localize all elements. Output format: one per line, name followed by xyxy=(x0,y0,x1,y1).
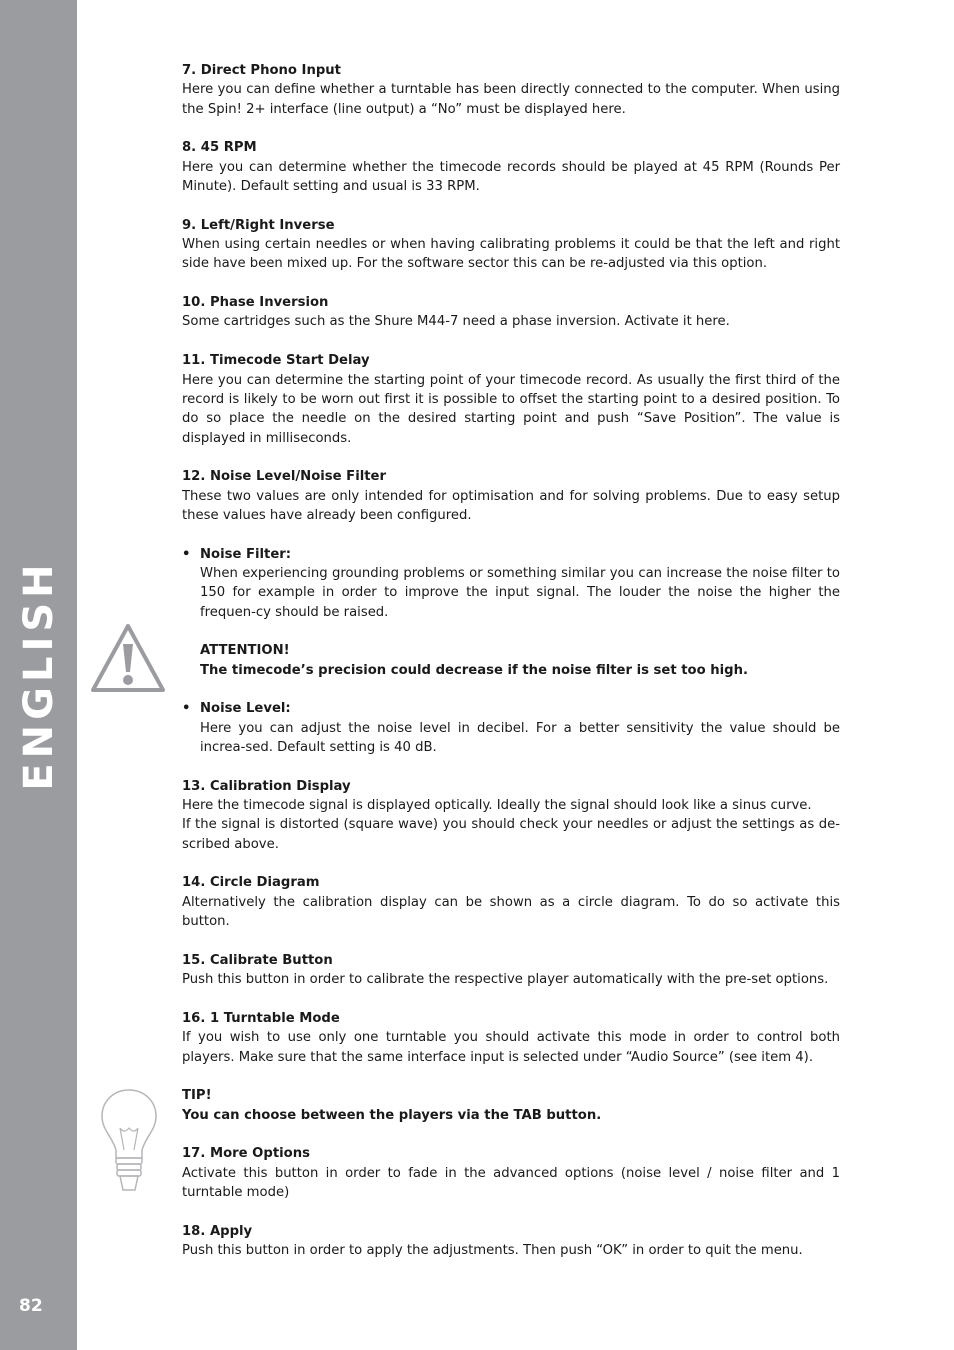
bullet-title: Noise Level: xyxy=(200,701,291,717)
section-phase-inversion xyxy=(182,293,840,332)
section-body: Here you can define whether a turntable has been directly connected to the computer. When using the Spin! 2+ interface (line output) a “No” must be displayed here. xyxy=(182,82,840,117)
tip-note xyxy=(182,1086,840,1125)
section-heading: 15. Calibrate Button xyxy=(182,952,333,968)
section-body: Alternatively the calibration display can be shown as a circle diagram. To do so activate this button. xyxy=(182,894,840,930)
attention-title: ATTENTION! xyxy=(200,643,290,659)
section-heading: 10. Phase Inversion xyxy=(182,295,329,311)
section-more-options xyxy=(182,1144,840,1202)
main-content xyxy=(182,61,840,1280)
bullet-body: When experiencing grounding problems or something similar you can increase the noise filter to 150 for example in order to improve the input signal. The louder the noise the higher the frequen-cy should be raised. xyxy=(200,565,840,620)
section-timecode-start-delay xyxy=(182,351,840,448)
section-noise-level-filter xyxy=(182,467,840,525)
section-body: Here you can determine whether the timecode records should be played at 45 RPM (Rounds Per Minute). Default setting and usual is 33 RPM. xyxy=(182,159,840,195)
page-number: 82 xyxy=(19,1296,43,1316)
section-calibrate-button xyxy=(182,951,840,990)
section-heading: 14. Circle Diagram xyxy=(182,875,320,891)
section-heading: 16. 1 Turntable Mode xyxy=(182,1010,340,1026)
bullet-noise-level xyxy=(182,699,840,757)
section-body: If you wish to use only one turntable you should activate this mode in order to control both players. Make sure that the same interface input is selected under “Audio Source” (see item 4). xyxy=(182,1030,840,1065)
section-body: Some cartridges such as the Shure M44-7 need a phase inversion. Activate it here. xyxy=(182,314,730,330)
section-body: Activate this button in order to fade in the advanced options (noise level / noise filter and 1 turntable mode) xyxy=(182,1165,840,1200)
tip-title: TIP! xyxy=(182,1088,212,1104)
section-body: These two values are only intended for optimisation and for solving problems. Due to easy setup these values have already been configured. xyxy=(182,488,840,523)
attention-body: The timecode’s precision could decrease if the noise filter is set too high. xyxy=(200,662,749,678)
section-heading: 17. More Options xyxy=(182,1146,310,1162)
section-body: Here you can determine the starting point of your timecode record. As usually the first third of the record is likely to be worn out first it is possible to offset the starting point to a desired position. To do so place the needle on the desired starting point and push “Save Position”. The value is displayed in milliseconds. xyxy=(182,372,840,446)
language-label: ENGLISH xyxy=(16,559,62,791)
section-45-rpm xyxy=(182,138,840,196)
bullet-body: Here you can adjust the noise level in decibel. For a better sensitivity the value should be increa-sed. Default setting is 40 dB. xyxy=(200,720,840,756)
section-heading: 13. Calibration Display xyxy=(182,778,351,794)
section-apply xyxy=(182,1222,840,1261)
section-body: Push this button in order to apply the adjustments. Then push “OK” in order to quit the menu. xyxy=(182,1242,803,1258)
bullet-title: Noise Filter: xyxy=(200,546,292,562)
section-1-turntable-mode xyxy=(182,1009,840,1067)
section-body: If the signal is distorted (square wave) you should check your needles or adjust the settings as de-scribed above. xyxy=(182,817,840,852)
section-left-right-inverse xyxy=(182,216,840,274)
section-body: Here the timecode signal is displayed optically. Ideally the signal should look like a sinus curve. xyxy=(182,798,812,814)
section-heading: 9. Left/Right Inverse xyxy=(182,217,335,233)
section-heading: 11. Timecode Start Delay xyxy=(182,353,370,369)
section-direct-phono-input xyxy=(182,61,840,119)
warning-triangle-icon xyxy=(90,622,166,694)
bullet-dot: • xyxy=(182,546,191,562)
attention-note xyxy=(200,641,840,680)
section-body: When using certain needles or when having calibrating problems it could be that the left and right side have been mixed up. For the software sector this can be re-adjusted via this option. xyxy=(182,237,840,272)
section-circle-diagram xyxy=(182,873,840,931)
tip-body: You can choose between the players via the TAB button. xyxy=(182,1107,602,1123)
section-heading: 12. Noise Level/Noise Filter xyxy=(182,469,386,485)
section-heading: 7. Direct Phono Input xyxy=(182,63,341,78)
sidebar xyxy=(0,0,77,1350)
section-body: Push this button in order to calibrate the respective player automatically with the pre-set options. xyxy=(182,972,829,988)
section-heading: 18. Apply xyxy=(182,1223,253,1239)
light-bulb-icon xyxy=(100,1088,158,1194)
section-calibration-display xyxy=(182,777,840,854)
bullet-noise-filter xyxy=(182,545,840,622)
bullet-dot: • xyxy=(182,701,191,717)
section-heading: 8. 45 RPM xyxy=(182,140,257,156)
